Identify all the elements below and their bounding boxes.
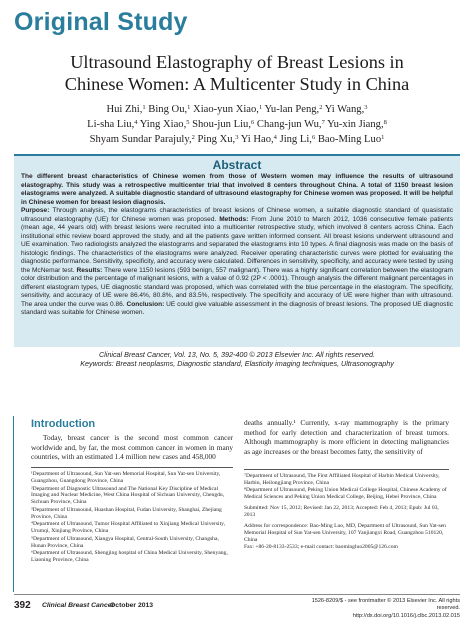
author-name: Jing Li, bbox=[276, 134, 312, 146]
author-name: Yu-xin Jiang, bbox=[324, 119, 384, 131]
methods-label: Methods: bbox=[219, 215, 249, 223]
author-name: Ying Xiao, bbox=[137, 119, 187, 131]
author-line bbox=[20, 116, 454, 131]
page-number: 392 bbox=[14, 600, 31, 611]
affiliation-footnote: ¹Department of Ultrasound, Sun Yat-sen Memorial Hospital, Sun Yat-sen University, Guangzhou, Guangdong Province, China bbox=[31, 471, 221, 485]
footer-rule bbox=[14, 594, 460, 595]
affiliation-footnote: ⁸Department of Ultrasound, Peking Union Medical College Hospital, Chinese Academy of Medical Sciences and Peking Union Medical College, Beijing, Hebei Province, China bbox=[244, 487, 447, 501]
abstract-body bbox=[21, 173, 453, 318]
keywords: Keywords: Breast neoplasms, Diagnostic standard, Elasticity imaging techniques, Ultrasonography bbox=[80, 359, 394, 368]
affiliation-footnote: ³Department of Ultrasound, Huashan Hospital, Fudan University, Shanghai, Zhejiang Province, China bbox=[31, 506, 222, 520]
section-label: Original Study bbox=[14, 8, 188, 36]
affiliation-marker: 1 bbox=[187, 104, 191, 111]
purpose-text: Through analysis, the elastograms characteristics of breast lesions of Chinese women, a suitable diagnostic standard of quasistatic ultrasound elastography (UE) for Chinese women was proposed. bbox=[21, 207, 453, 223]
author-name: Li-sha Liu, bbox=[87, 119, 135, 131]
methods-text: From June 2010 to March 2012, 1036 consecutive female patients (mean age, 44 years old) with breast lesions were recruited into a multicenter retrospective study, which involved 8 centers across China. Each institutional ethic review board approved the study, and all the patients gave written informed consent. All breast lesions underwent ultrasound and UE examination. Two radiologists analyzed the elastograms and separated the elastograms into 10 types. A final diagnosis was made on the basis of histologic findings. The characteristics of the elastograms were analyzed. Receiver operating characteristic curves were plotted for evaluating the diagnostic performance. Sensitivity, specificity, and accuracy were calculated. Differences in sensitivity, specificity, and accuracy were tested by using the McNemar test. bbox=[21, 215, 454, 274]
affiliation-footnote: ²Department of Diagnostic Ultrasound and The National Key Discipline of Medical Imaging and Nuclear Medicine, West China Hospital of Sichuan University, Chengdu, Sichuan Province, China bbox=[31, 485, 225, 506]
accent-rule bbox=[13, 416, 14, 592]
affiliation-marker: 1 bbox=[142, 104, 146, 111]
author-name: Shou-jun Liu, bbox=[189, 119, 251, 131]
article-title bbox=[20, 51, 454, 95]
introduction-continued: deaths annually.¹ Currently, x-ray mammography is the primary method for early detection and characterization of breast tumors. Although mammography is more efficient in detecting malignancies as age increases or the breast becomes fatty, the sensitivity of bbox=[244, 418, 449, 457]
abstract-heading: Abstract bbox=[212, 158, 262, 172]
author-name: Yi Hao, bbox=[238, 134, 274, 146]
abstract-lead: The different breast characteristics of Chinese women from those of Western women may influence the results of ultrasound elastography. This study was a retrospective multicenter trial that involved 8 centers throughout China. A total of 1150 breast lesion elastograms were analyzed. A suitable diagnostic standard of ultrasound elastography for Chinese women was proposed. It will be helpful in Chinese women for breast lesion diagnosis. bbox=[21, 173, 453, 206]
right-column bbox=[244, 418, 449, 552]
journal-name: Clinical Breast Cancer bbox=[42, 602, 115, 609]
issn-line: 1526-8209/$ - see frontmatter © 2013 Elsevier Inc. All rights reserved. bbox=[311, 598, 460, 612]
introduction-paragraph: Today, breast cancer is the second most common cancer worldwide and, by far, the most common cancer in women in many countries, with an estimated 1.4 million new cases and 458,000 bbox=[31, 433, 233, 462]
affiliation-marker: 3 bbox=[235, 134, 239, 142]
author-name: Chang-jun Wu, bbox=[254, 119, 322, 131]
affiliation-marker: 5 bbox=[186, 119, 190, 127]
author-list bbox=[20, 101, 454, 147]
affiliation-footnote: ⁴Department of Ultrasound, Tumor Hospital Affiliated to Xinjiang Medical University, Urumqi, Xinjiang Province, China bbox=[31, 521, 225, 535]
contact-info: Fax: +86-20-8133-2533; e-mail contact: baomingluo2005@126.com bbox=[244, 544, 398, 551]
affiliation-marker: 8 bbox=[383, 119, 387, 127]
affiliations-left bbox=[31, 467, 233, 564]
introduction-heading: Introduction bbox=[31, 418, 96, 430]
affiliation-marker: 6 bbox=[311, 134, 316, 142]
affiliation-marker: 2 bbox=[319, 104, 323, 111]
affiliation-footnote: ⁶Department of Ultrasound, Shengjing hospital of China Medical University, Shenyang, Liaoning Province, China bbox=[31, 550, 228, 563]
affiliations-right bbox=[244, 469, 449, 501]
affiliation-marker: 7 bbox=[321, 119, 325, 127]
results-text: There were 1150 lesions (593 benign, 557 malignant). There was a highly significant correlation between the elastogram color distribution and the percentage of malignant lesions, with a value of 0.92 (2P < .0001). Through analysis the different malignant percentages in different elastogram types, UE diagnostic standard was proposed, which was correlated with the blue percentage in the elastogram. The specificity, sensitivity, and accuracy of UE were 86.4%, 80.8%, and 83.5%, respectively. The specificity and accuracy of UE were higher than with ultrasound. The area under the curve was 0.86. bbox=[21, 266, 453, 308]
conclusion-text: UE could give valuable assessment in the diagnosis of breast lesions. The proposed UE diagnostic standard was suitable for Chinese women. bbox=[21, 300, 454, 316]
author-name: Xiao-yun Xiao, bbox=[190, 104, 259, 115]
results-label: Results: bbox=[76, 266, 103, 274]
author-name: Hui Zhi, bbox=[106, 104, 143, 115]
affiliation-marker: 4 bbox=[273, 134, 277, 142]
issue-date: October 2013 bbox=[110, 602, 154, 609]
abstract-box bbox=[14, 154, 460, 347]
conclusion-label: Conclusion: bbox=[126, 300, 165, 308]
title-line-2: Chinese Women: A Multicenter Study in China bbox=[64, 74, 410, 94]
affiliation-marker: 6 bbox=[250, 119, 255, 127]
author-line bbox=[20, 131, 454, 146]
correspondence: Address for correspondence: Bao-Ming Luo, MD, Department of Ultrasound, Sun Yat-sen Memorial Hospital of Sun Yat-sen University, 107 Yanjiangxi Road, Guangzhou 510120, China bbox=[244, 522, 446, 543]
author-name: Bing Ou, bbox=[145, 104, 188, 115]
purpose-label: Purpose: bbox=[21, 207, 50, 214]
title-line-1: Ultrasound Elastography of Breast Lesions in bbox=[70, 52, 404, 72]
affiliation-marker: 2 bbox=[191, 134, 195, 142]
author-name: Bao-Ming Luo bbox=[315, 134, 382, 146]
author-name: Yu-lan Peng, bbox=[262, 104, 320, 115]
article-dates: Submitted: Nov 15, 2012; Revised: Jan 22, 2013; Accepted: Feb 4, 2013; Epub: Jul 03, 2013 bbox=[244, 505, 439, 518]
doi-link[interactable]: http://dx.doi.org/10.1016/j.clbc.2013.02.015 bbox=[352, 612, 460, 619]
affiliation-footnote: ⁵Department of Ultrasound, Xiangya Hospital, Central-South University, Changsha, Hunan Province, China bbox=[31, 535, 219, 549]
affiliation-marker: 1 bbox=[381, 134, 385, 142]
affiliation-marker: 4 bbox=[134, 119, 138, 127]
abstract-structured bbox=[21, 207, 453, 318]
affiliation-footnote: ⁷Department of Ultrasound, The First Affiliated Hospital of Harbin Medical University, Harbin, Heilongjiang Province, China bbox=[244, 472, 440, 486]
author-name: Yi Wang, bbox=[322, 104, 365, 115]
affiliation-marker: 1 bbox=[258, 104, 263, 111]
front-matter bbox=[300, 598, 460, 620]
author-name: Ping Xu, bbox=[194, 134, 236, 146]
author-name: Shyam Sundar Parajuly, bbox=[89, 134, 192, 146]
affiliation-marker: 3 bbox=[364, 104, 368, 111]
left-column bbox=[31, 418, 233, 564]
author-line bbox=[20, 101, 454, 116]
citation: Clinical Breast Cancer, Vol. 13, No. 5, 392-400 © 2013 Elsevier Inc. All rights reserved. bbox=[98, 350, 376, 359]
